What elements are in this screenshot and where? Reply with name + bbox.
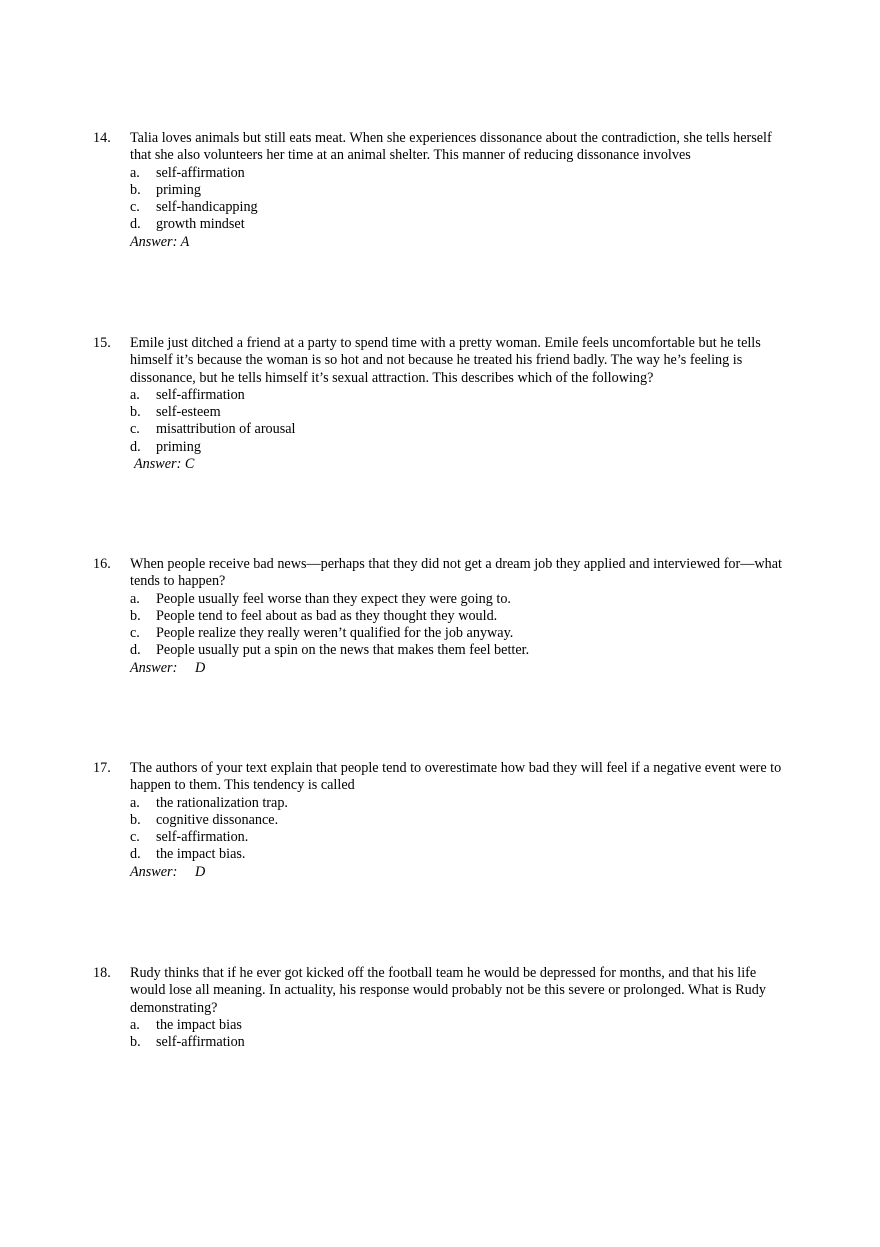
question-number: 18.	[93, 965, 111, 981]
option-a	[93, 165, 793, 182]
option-a	[93, 387, 793, 404]
option-b	[93, 608, 793, 625]
option-letter: c.	[130, 829, 140, 846]
option-letter: a.	[130, 794, 140, 811]
question-text: The authors of your text explain that people tend to overestimate how bad they will feel if a negative event were to happen to them. This tendency is called	[130, 760, 782, 794]
option-a	[93, 795, 793, 812]
option-letter: d.	[130, 438, 141, 455]
option-text: self-affirmation	[156, 1034, 245, 1051]
answer-options	[93, 795, 793, 864]
option-letter: a.	[130, 590, 140, 607]
option-letter: a.	[130, 164, 140, 181]
answer-options	[93, 1017, 793, 1052]
option-letter: b.	[130, 607, 141, 624]
option-text: self-esteem	[156, 404, 221, 421]
option-letter: b.	[130, 1034, 141, 1051]
option-a	[93, 591, 793, 608]
option-c	[93, 421, 793, 438]
option-letter: d.	[130, 216, 141, 233]
option-letter: c.	[130, 421, 140, 438]
question-15	[93, 335, 793, 473]
question-number: 15.	[93, 335, 111, 351]
answer-options	[93, 591, 793, 660]
question-stem	[93, 965, 793, 1017]
option-text: the impact bias	[156, 1016, 242, 1033]
answer-options	[93, 387, 793, 456]
question-number: 16.	[93, 556, 111, 572]
option-d	[93, 216, 793, 233]
option-text: priming	[156, 181, 201, 198]
option-letter: b.	[130, 811, 141, 828]
question-stem	[93, 130, 793, 165]
option-text: self-affirmation.	[156, 829, 249, 846]
option-text: People tend to feel about as bad as they thought they would.	[156, 607, 498, 624]
option-text: cognitive dissonance.	[156, 811, 279, 828]
option-text: self-handicapping	[156, 199, 258, 216]
option-text: People realize they really weren’t qualified for the job anyway.	[156, 625, 514, 642]
question-stem	[93, 556, 793, 591]
option-text: the impact bias.	[156, 846, 246, 863]
option-d	[93, 642, 793, 659]
option-text: misattribution of arousal	[156, 421, 296, 438]
option-b	[93, 1034, 793, 1051]
answer-key: Answer: A	[130, 233, 190, 250]
option-c	[93, 199, 793, 216]
option-letter: a.	[130, 386, 140, 403]
option-text: self-affirmation	[156, 386, 245, 403]
question-number: 17.	[93, 760, 111, 776]
option-a	[93, 1017, 793, 1034]
option-text: People usually feel worse than they expect they were going to.	[156, 590, 511, 607]
option-letter: d.	[130, 846, 141, 863]
question-stem	[93, 335, 793, 387]
option-b	[93, 812, 793, 829]
option-text: the rationalization trap.	[156, 794, 288, 811]
option-letter: c.	[130, 625, 140, 642]
answer-key: Answer: C	[134, 456, 195, 473]
option-text: self-affirmation	[156, 164, 245, 181]
question-text: Rudy thinks that if he ever got kicked off the football team he would be depressed for months, and that his life would lose all meaning. In actuality, his response would probably not be this severe or prolonged. What is Rudy demonstrating?	[130, 965, 766, 1016]
option-text: growth mindset	[156, 216, 245, 233]
question-text: Talia loves animals but still eats meat. When she experiences dissonance about the contradiction, she tells herself that she also volunteers her time at an animal shelter. This manner of reducing dissonance involves	[130, 130, 772, 164]
question-stem	[93, 760, 793, 795]
option-letter: b.	[130, 181, 141, 198]
question-16	[93, 556, 793, 677]
option-letter: b.	[130, 404, 141, 421]
question-17	[93, 760, 793, 881]
answer-key: Answer: D	[130, 863, 206, 880]
option-d	[93, 439, 793, 456]
option-b	[93, 182, 793, 199]
question-text: When people receive bad news—perhaps that they did not get a dream job they applied and interviewed for—what tends to happen?	[130, 556, 783, 590]
answer-options	[93, 165, 793, 234]
question-18	[93, 965, 793, 1051]
question-14	[93, 130, 793, 251]
option-d	[93, 846, 793, 863]
answer-key: Answer: D	[130, 659, 206, 676]
option-letter: d.	[130, 642, 141, 659]
question-text: Emile just ditched a friend at a party to spend time with a pretty woman. Emile feels uncomfortable but he tells himself it’s because the woman is so hot and not because he treated his friend badly. The way he’s feeling is dissonance, but he tells himself it’s sexual attraction. This describes which of the following?	[130, 335, 761, 386]
option-c	[93, 829, 793, 846]
option-b	[93, 404, 793, 421]
option-letter: a.	[130, 1016, 140, 1033]
option-letter: c.	[130, 199, 140, 216]
question-number: 14.	[93, 130, 111, 146]
option-text: priming	[156, 438, 201, 455]
option-text: People usually put a spin on the news that makes them feel better.	[156, 642, 530, 659]
option-c	[93, 625, 793, 642]
